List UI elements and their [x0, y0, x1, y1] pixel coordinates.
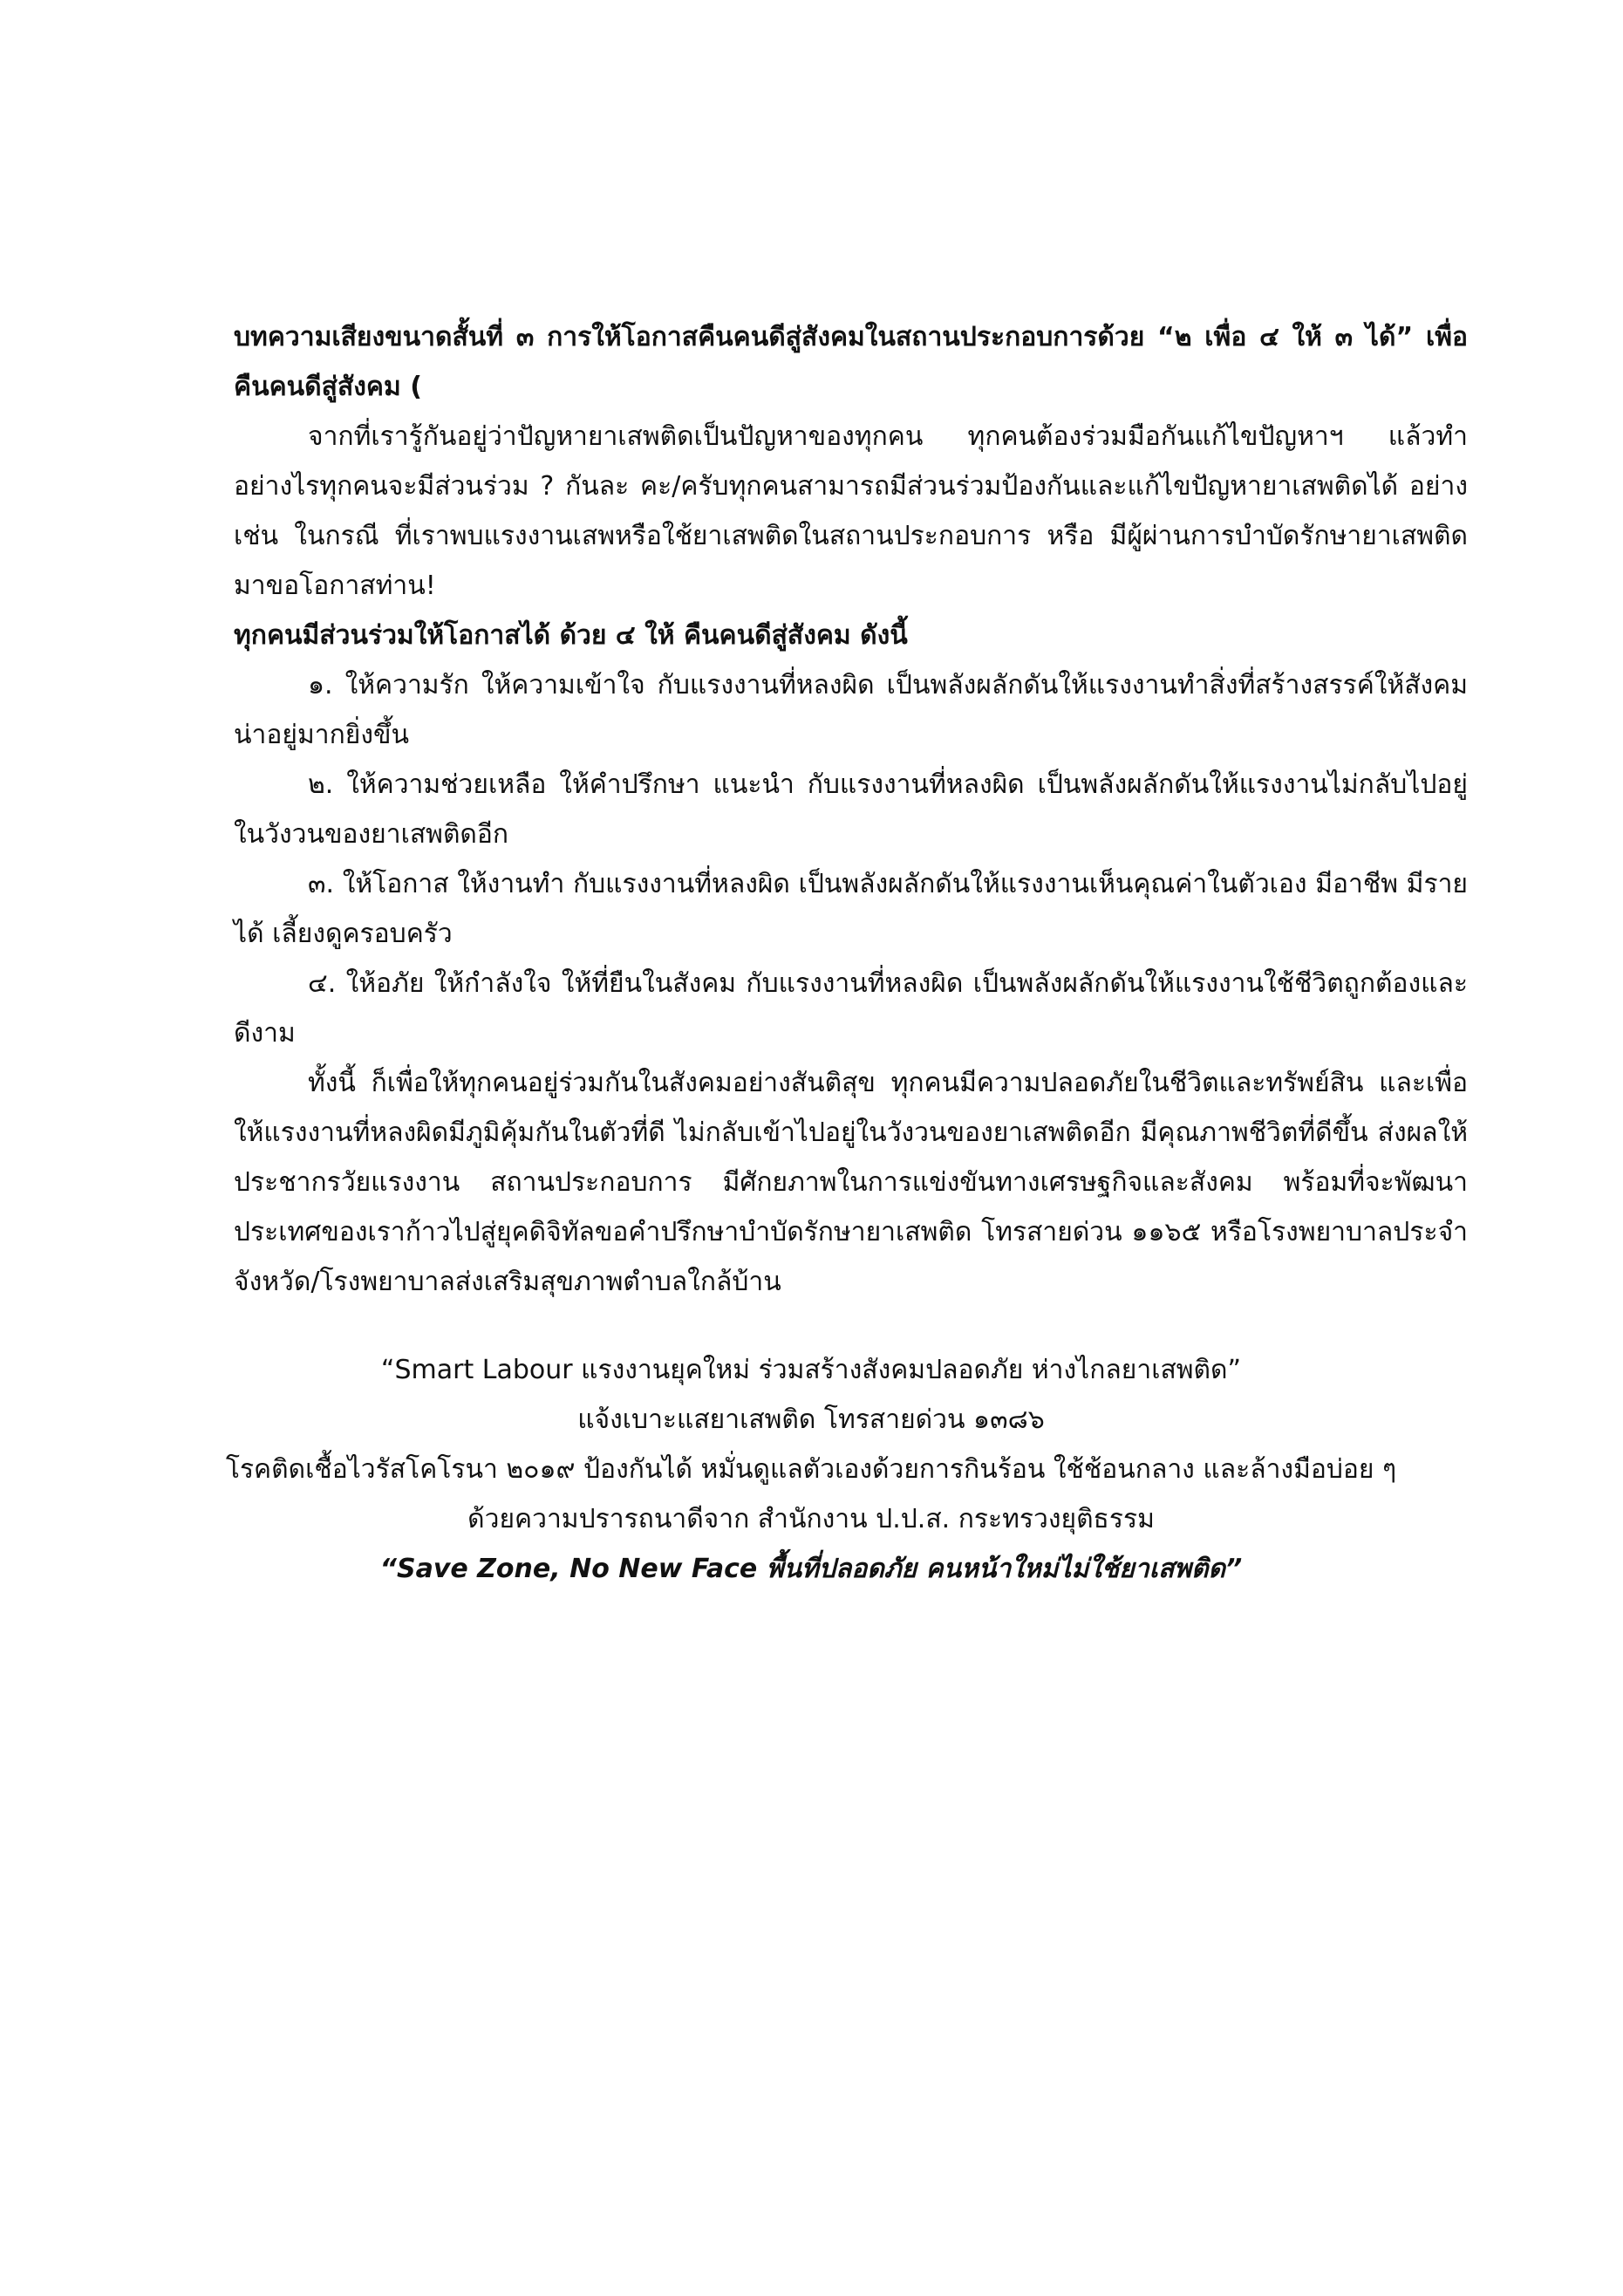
intro-paragraph: จากที่เรารู้กันอยู่ว่าปัญหายาเสพติดเป็นปัญหาของทุกคน ทุกคนต้องร่วมมือกันแก้ไขปัญหาฯ แล้วทำอย่างไรทุกคนจะมีส่วนร่วม ? กันละ คะ/ครับทุกคนสามารถมีส่วนร่วมป้องกันและแก้ไขปัญหายาเสพติดได้ อย่างเช่น ในกรณี ที่เราพบแรงงานเสพหรือใช้ยาเสพติดในสถานประกอบการ หรือ มีผู้ผ่านการบำบัดรักษายาเสพติดมาขอโอกาสท่าน! — [234, 421, 1468, 601]
list-item: ๓. ให้โอกาส ให้งานทำ กับแรงงานที่หลงผิด เป็นพลังผลักดันให้แรงงานเห็นคุณค่าในตัวเอง มีอาชีพ มีรายได้ เลี้ยงดูครอบครัว — [234, 869, 1468, 949]
list-item: ๑. ให้ความรัก ให้ความเข้าใจ กับแรงงานที่หลงผิด เป็นพลังผลักดันให้แรงงานทำสิ่งที่สร้างสรรค์ให้สังคมน่าอยู่มากยิ่งขึ้น — [234, 670, 1468, 750]
sender-line: ด้วยความปรารถนาดีจาก สำนักงาน ป.ป.ส. กระทรวงยุติธรรม — [467, 1504, 1155, 1534]
list-item: ๒. ให้ความช่วยเหลือ ให้คำปรึกษา แนะนำ กับแรงงานที่หลงผิด เป็นพลังผลักดันให้แรงงานไม่กลับไปอยู่ในวังวนของยาเสพติดอีก — [234, 769, 1468, 850]
campaign-footer — [201, 1345, 1422, 1594]
article-title: บทความเสียงขนาดสั้นที่ ๓ การให้โอกาสคืนคนดีสู่สังคมในสถานประกอบการด้วย “๒ เพื่อ ๔ ให้ ๓ ได้” เพื่อคืนคนดีสู่สังคม ( — [234, 322, 1468, 402]
covid-advice-line: โรคติดเชื้อไวรัสโคโรนา ๒๐๑๙ ป้องกันได้ หมั่นดูแลตัวเองด้วยการกินร้อน ใช้ช้อนกลาง และล้างมือบ่อย ๆ — [225, 1454, 1397, 1485]
section-subheading: ทุกคนมีส่วนร่วมให้โอกาสได้ ด้วย ๔ ให้ คืนคนดีสู่สังคม ดังนี้ — [234, 620, 908, 651]
motto-line: “Save Zone, No New Face พื้นที่ปลอดภัย คนหน้าใหม่ไม่ใช้ยาเสพติด” — [379, 1554, 1243, 1584]
closing-paragraph: ทั้งนี้ ก็เพื่อให้ทุกคนอยู่ร่วมกันในสังคมอย่างสันติสุข ทุกคนมีความปลอดภัยในชีวิตและทรัพย์สิน และเพื่อให้แรงงานที่หลงผิดมีภูมิคุ้มกันในตัวที่ดี ไม่กลับเข้าไปอยู่ในวังวนของยาเสพติดอีก มีคุณภาพชีวิตที่ดีขึ้น ส่งผลให้ประชากรวัยแรงงาน สถานประกอบการ มีศักยภาพในการแข่งขันทางเศรษฐกิจและสังคม พร้อมที่จะพัฒนาประเทศของเราก้าวไปสู่ยุคดิจิทัลขอคำปรึกษาบำบัดรักษายาเสพติด โทรสายด่วน ๑๑๖๕ หรือโรงพยาบาลประจำจังหวัด/โรงพยาบาลส่งเสริมสุขภาพตำบลใกล้บ้าน — [234, 1068, 1468, 1297]
slogan-line: “Smart Labour แรงงานยุคใหม่ ร่วมสร้างสังคมปลอดภัย ห่างไกลยาเสพติด” — [380, 1355, 1242, 1385]
hotline-line: แจ้งเบาะแสยาเสพติด โทรสายด่วน ๑๓๘๖ — [577, 1404, 1045, 1435]
list-item: ๔. ให้อภัย ให้กำลังใจ ให้ที่ยืนในสังคม กับแรงงานที่หลงผิด เป็นพลังผลักดันให้แรงงานใช้ชีวิตถูกต้องและดีงาม — [234, 968, 1468, 1049]
article-body — [234, 312, 1468, 1307]
